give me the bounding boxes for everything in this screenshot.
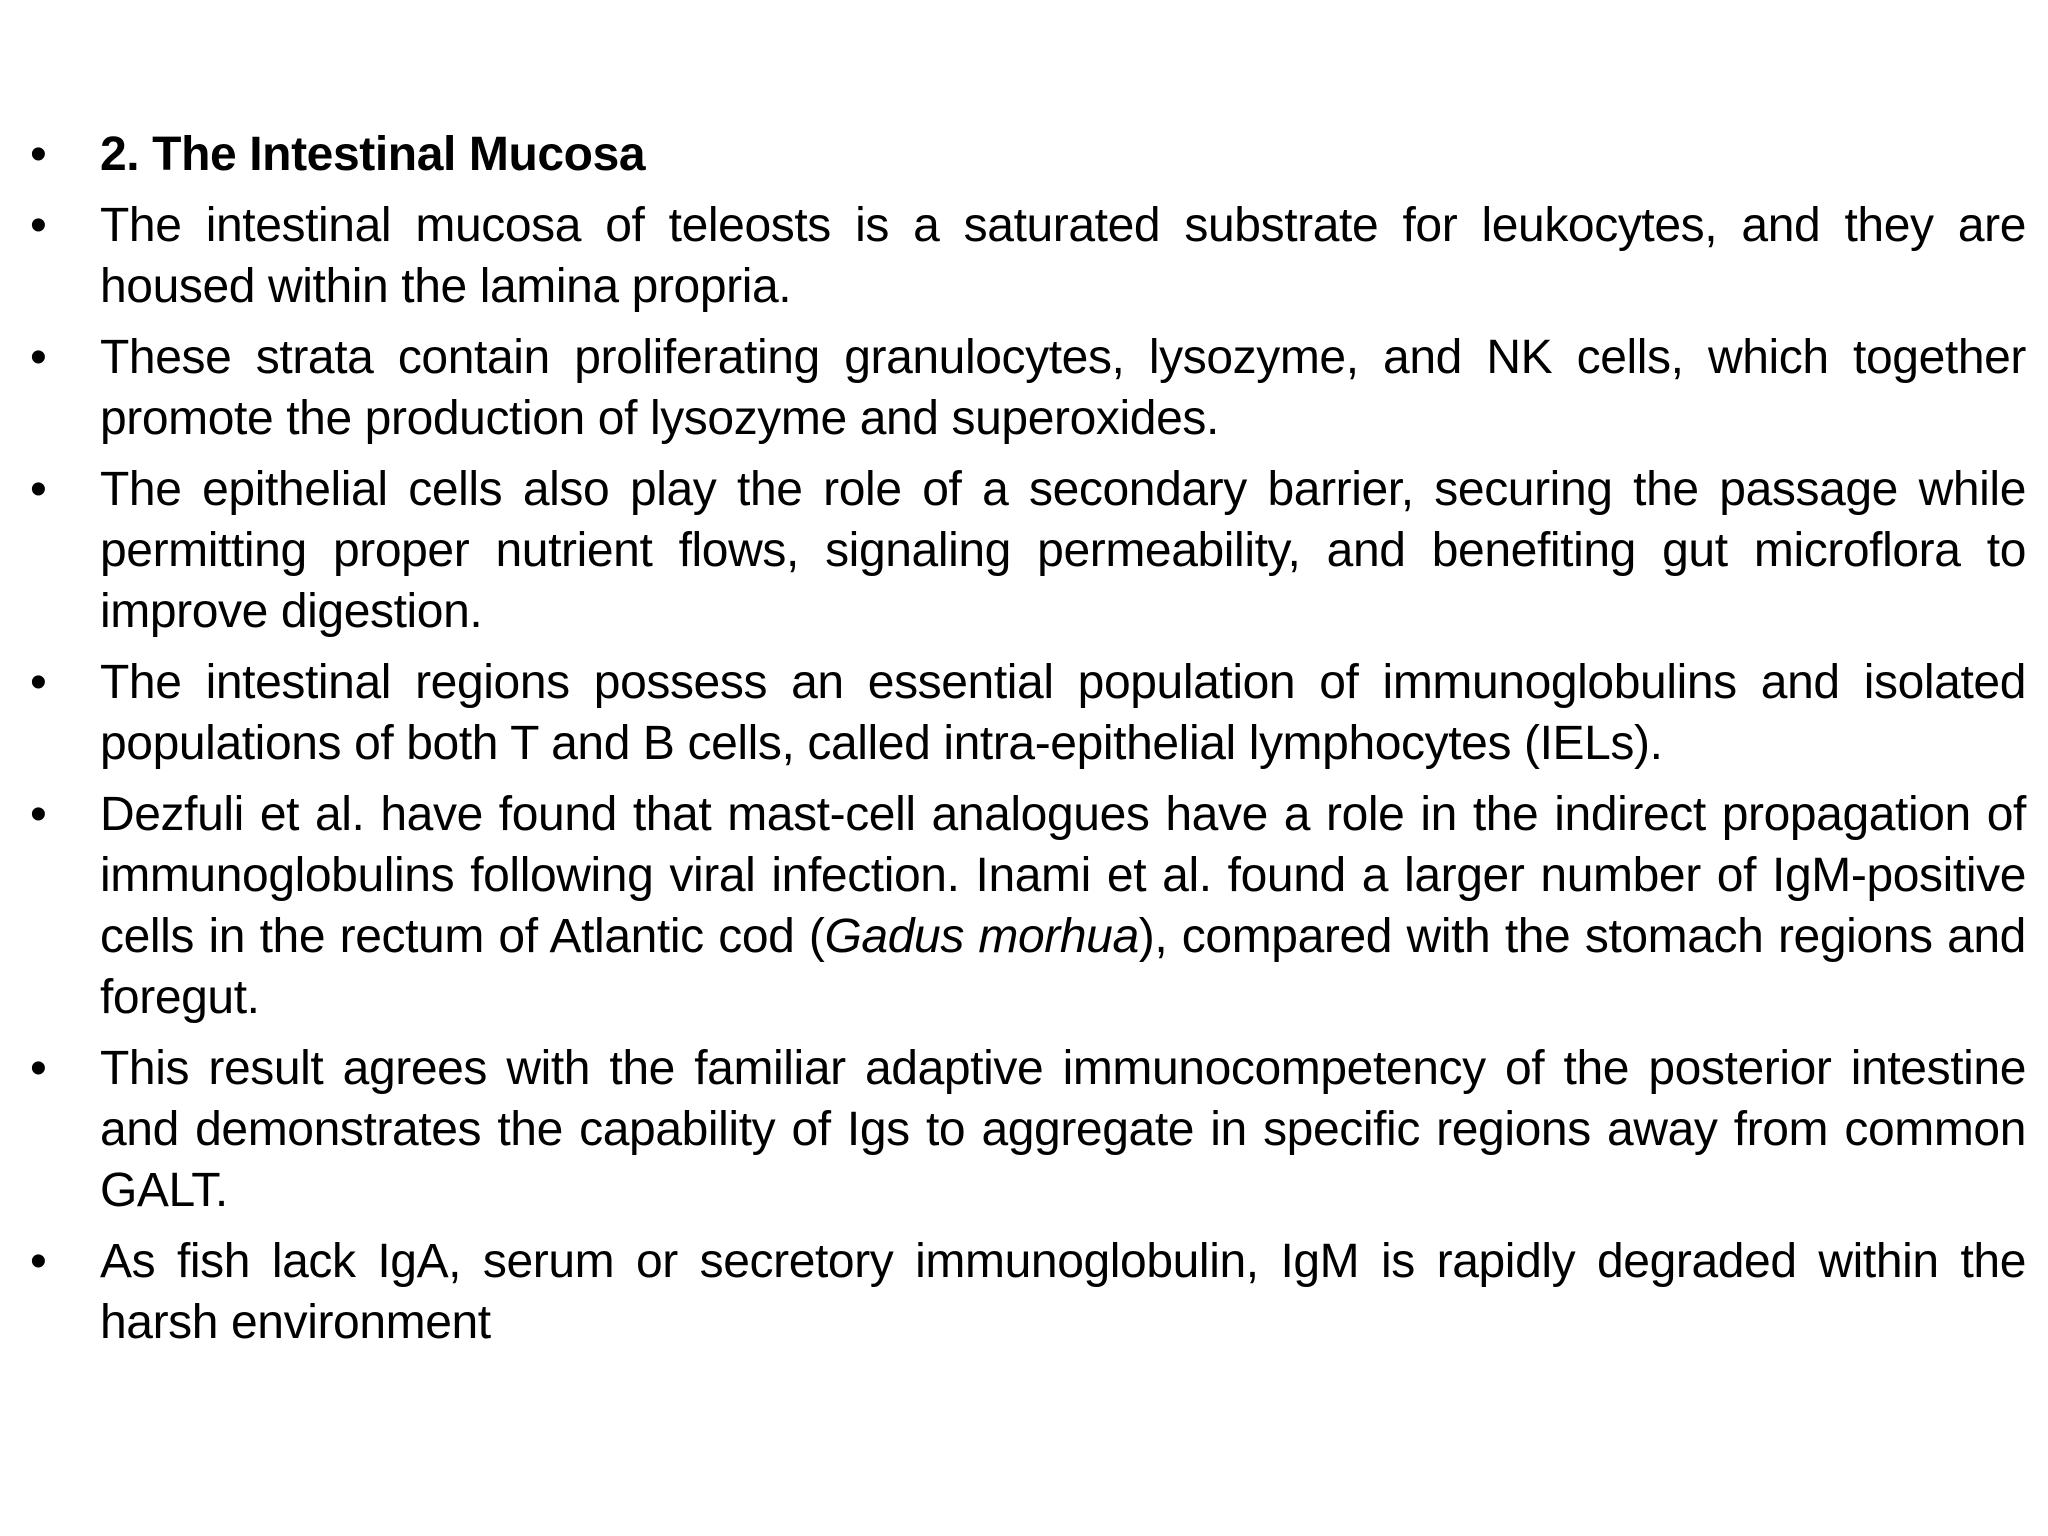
bullet-item [30, 195, 2026, 317]
bullet-text: The intestinal regions possess an essential population of immunoglobulins and isolated populations of both T and B cells, called intra-epithelial lymphocytes (IELs). [100, 656, 2026, 770]
bullet-dot: • [30, 788, 47, 841]
bullet-text: This result agrees with the familiar adaptive immunocompetency of the posterior intestine and demonstrates the capability of Igs to aggregate in specific regions away from common GALT. [100, 1042, 2026, 1217]
species-name: Gadus morhua [824, 910, 1139, 963]
bullet-dot: • [30, 463, 47, 516]
bullet-dot: • [30, 656, 47, 709]
bullet-dot: • [30, 1042, 47, 1095]
bullet-item-heading [30, 124, 2026, 185]
bullet-dot: • [30, 199, 47, 252]
bullet-item [30, 1038, 2026, 1221]
bullet-text: The intestinal mucosa of teleosts is a saturated substrate for leukocytes, and they are housed within the lamina propria. [100, 199, 2026, 313]
bullet-item [30, 652, 2026, 774]
bullet-dot: • [30, 1235, 47, 1288]
bullet-item [30, 1231, 2026, 1353]
bullet-text-part: ), compared with the stomach regions and foregut. [100, 910, 2026, 1024]
bullet-list [30, 124, 2026, 1363]
bullet-text [100, 784, 2026, 1028]
section-heading: 2. The Intestinal Mucosa [100, 128, 646, 181]
bullet-text: These strata contain proliferating granulocytes, lysozyme, and NK cells, which together promote the production of lysozyme and superoxides. [100, 331, 2026, 445]
bullet-item [30, 459, 2026, 642]
bullet-dot: • [30, 128, 47, 181]
bullet-text: As fish lack IgA, serum or secretory immunoglobulin, IgM is rapidly degraded within the harsh environment [100, 1235, 2026, 1349]
bullet-item [30, 784, 2026, 1028]
bullet-text-part: Dezfuli et al. have found that mast-cell analogues have a role in the indirect propagation of immunoglobulins following viral infection. Inami et al. found a larger number of IgM-positive cells in the rectum of Atlantic cod ( [100, 788, 2026, 963]
bullet-dot: • [30, 331, 47, 384]
bullet-text: The epithelial cells also play the role of a secondary barrier, securing the passage while permitting proper nutrient flows, signaling permeability, and benefiting gut microflora to improve digestion. [100, 463, 2026, 638]
bullet-item [30, 327, 2026, 449]
